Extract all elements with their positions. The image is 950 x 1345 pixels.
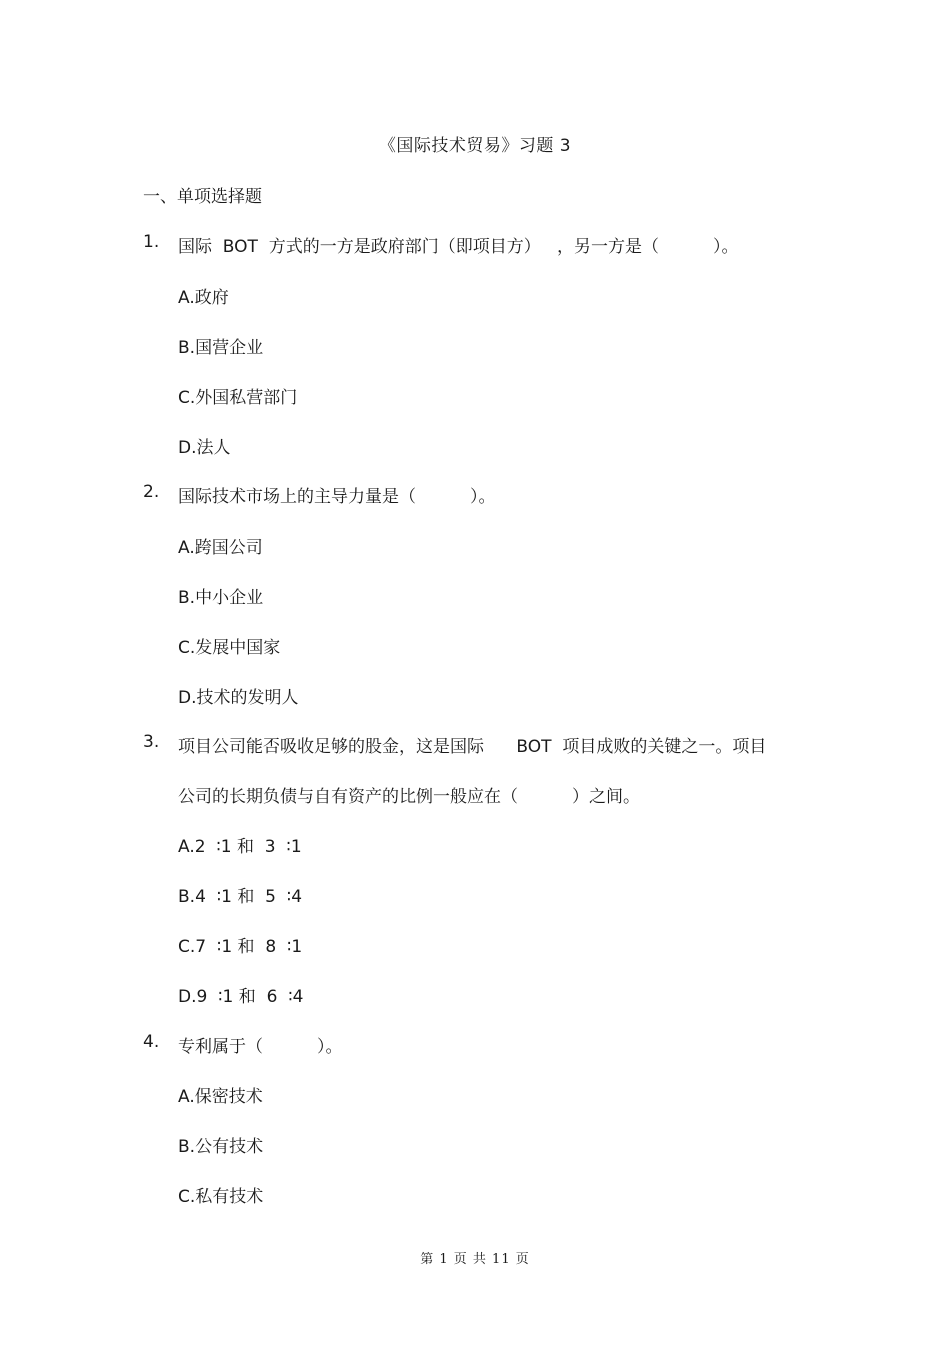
question-2-option-d: D.技术的发明人 (178, 688, 299, 708)
question-1-option-a: A.政府 (178, 288, 229, 308)
question-2-option-c: C.发展中国家 (178, 638, 281, 658)
question-2-option-a: A.跨国公司 (178, 538, 263, 558)
question-3-number: 3. (143, 732, 160, 752)
question-2-number: 2. (143, 482, 160, 502)
question-1-number: 1. (143, 232, 160, 252)
question-4-option-b: B.公有技术 (178, 1137, 264, 1157)
question-1-option-b: B.国营企业 (178, 338, 264, 358)
document-title: 《国际技术贸易》习题 3 (378, 136, 572, 156)
question-4-option-a: A.保密技术 (178, 1087, 263, 1107)
question-2-option-b: B.中小企业 (178, 588, 264, 608)
question-3-text-line-1: 项目公司能否吸收足够的股金，这是国际 BOT 项目成败的关键之一。项目 (178, 737, 767, 757)
question-3-option-c: C.7 ∶1 和 8 ∶1 (178, 937, 303, 957)
question-4-text: 专利属于（ ）。 (178, 1037, 343, 1057)
section-heading: 一、单项选择题 (143, 187, 262, 207)
question-1-option-c: C.外国私营部门 (178, 388, 298, 408)
question-3-option-d: D.9 ∶1 和 6 ∶4 (178, 987, 304, 1007)
question-1-text: 国际 BOT 方式的一方是政府部门（即项目方） ，另一方是（ ）。 (178, 237, 739, 257)
question-3-text-line-2: 公司的长期负债与自有资产的比例一般应在（ ）之间。 (178, 787, 641, 807)
question-1-option-d: D.法人 (178, 438, 231, 458)
question-3-option-b: B.4 ∶1 和 5 ∶4 (178, 887, 303, 907)
question-2-text: 国际技术市场上的主导力量是（ ）。 (178, 487, 496, 507)
question-3-option-a: A.2 ∶1 和 3 ∶1 (178, 837, 302, 857)
page-footer: 第 1 页 共 11 页 (420, 1252, 530, 1267)
question-4-number: 4. (143, 1032, 160, 1052)
question-4-option-c: C.私有技术 (178, 1187, 264, 1207)
